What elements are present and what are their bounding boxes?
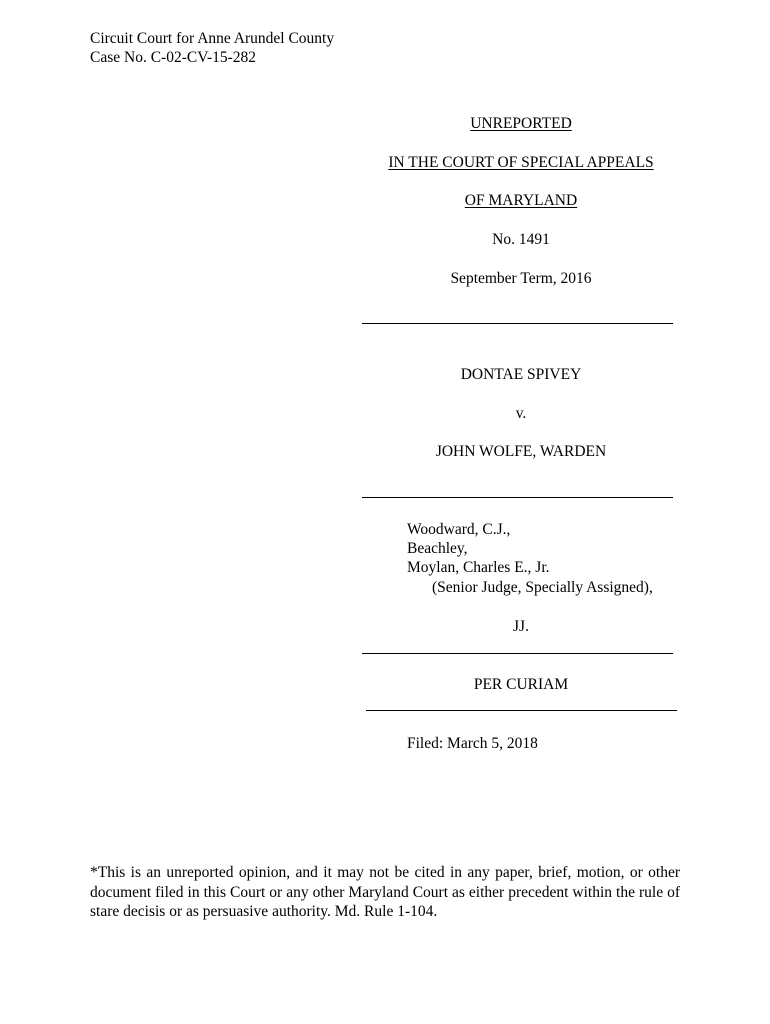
appellee-name: JOHN WOLFE, WARDEN <box>435 443 607 460</box>
term: September Term, 2016 <box>450 270 592 287</box>
judge-note: (Senior Judge, Specially Assigned), <box>432 579 653 596</box>
caption-rule-2 <box>362 497 673 498</box>
judge-1: Woodward, C.J., <box>407 521 511 538</box>
appeal-number: No. 1491 <box>492 231 550 248</box>
circuit-court-line: Circuit Court for Anne Arundel County <box>90 30 335 47</box>
versus: v. <box>515 405 527 422</box>
caption-rule-4 <box>366 710 677 711</box>
jj-label: JJ. <box>513 618 529 635</box>
caption-rule-1 <box>362 323 673 324</box>
court-heading: IN THE COURT OF SPECIAL APPEALS <box>388 154 654 171</box>
filed-date: Filed: March 5, 2018 <box>407 735 538 752</box>
judge-2: Beachley, <box>407 540 468 557</box>
appellant-name: DONTAE SPIVEY <box>460 366 582 383</box>
state-heading: OF MARYLAND <box>464 192 578 209</box>
per-curiam: PER CURIAM <box>473 676 569 693</box>
judge-3: Moylan, Charles E., Jr. <box>407 559 550 576</box>
caption-rule-3 <box>362 653 673 654</box>
unreported-heading: UNREPORTED <box>470 115 572 132</box>
case-number-line: Case No. C-02-CV-15-282 <box>90 49 257 66</box>
unreported-footnote: *This is an unreported opinion, and it may not be cited in any paper, brief, motion, or other document filed in this Court or any other Maryland Court as either precedent within the rule of stare decisis or as persuasive authority. Md. Rule 1-104. <box>90 864 680 920</box>
